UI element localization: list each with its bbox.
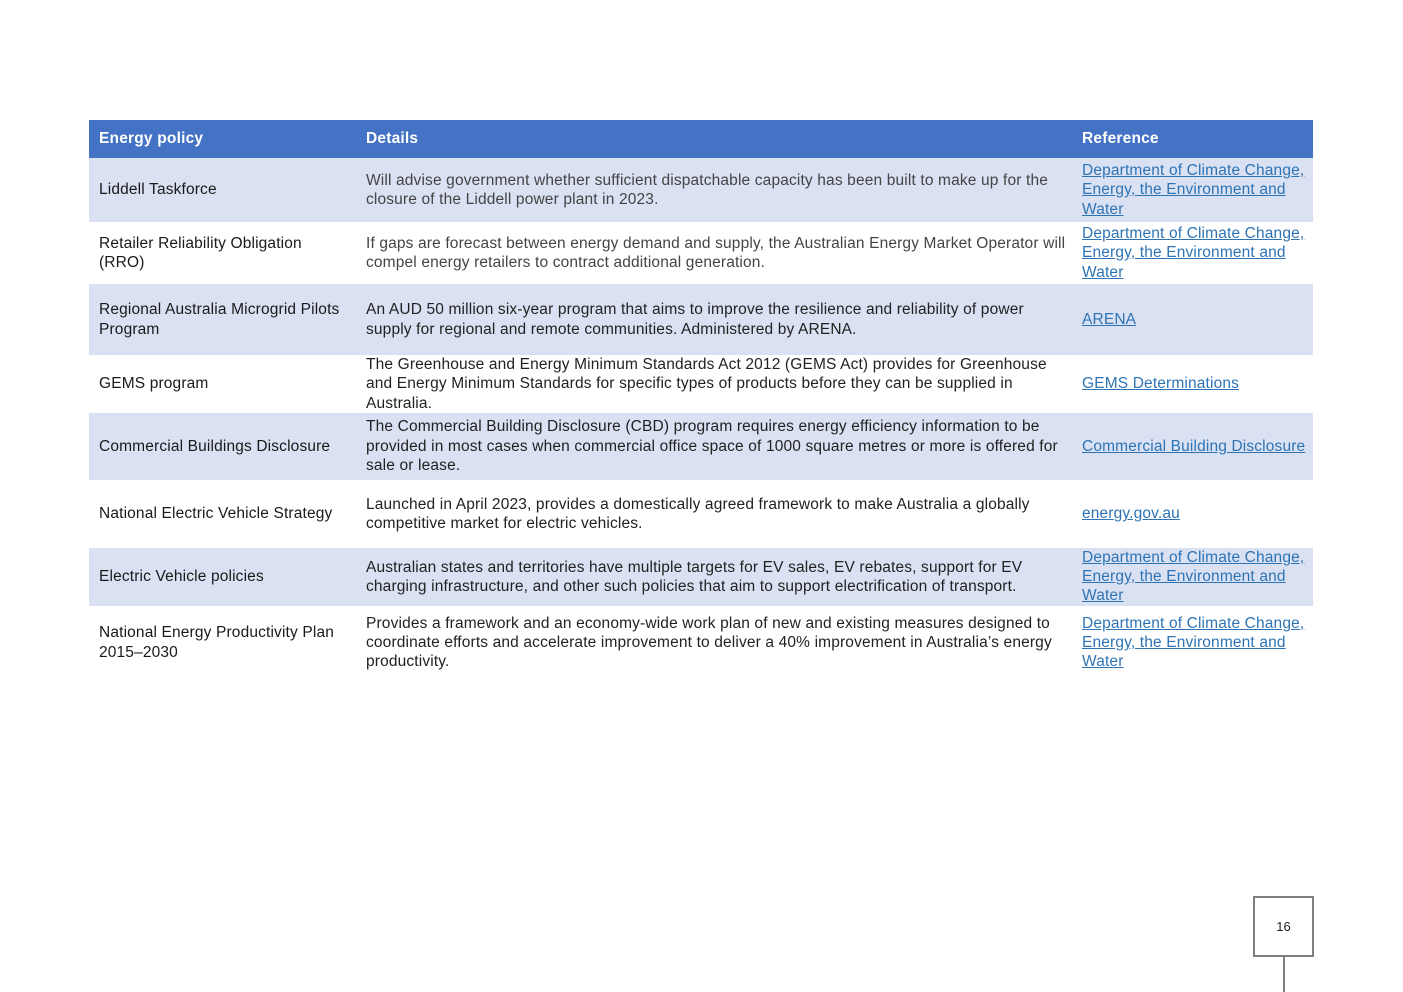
- details-cell: The Greenhouse and Energy Minimum Standards Act 2012 (GEMS Act) provides for Greenhouse and Energy Minimum Standards for specific types of products before they can be supplied in Australia.: [366, 356, 1047, 412]
- table-row: [89, 284, 1313, 355]
- header-details: Details: [356, 120, 1072, 158]
- table-row: [89, 548, 1313, 606]
- reference-cell: [1072, 355, 1313, 413]
- policy-cell: GEMS program: [99, 375, 209, 393]
- header-energy-policy: Energy policy: [89, 120, 356, 158]
- table-header-row: [89, 120, 1313, 158]
- reference-cell: [1072, 284, 1313, 355]
- policy-cell: Liddell Taskforce: [89, 158, 356, 222]
- reference-link[interactable]: Department of Climate Change, Energy, the Environment and Water: [1082, 614, 1305, 671]
- reference-link[interactable]: Department of Climate Change, Energy, the Environment and Water: [1082, 225, 1305, 281]
- reference-link[interactable]: ARENA: [1082, 310, 1137, 328]
- reference-cell: [1072, 548, 1313, 606]
- reference-cell: [1072, 606, 1313, 680]
- details-cell: Launched in April 2023, provides a domestically agreed framework to make Australia a globally competitive market for electric vehicles.: [366, 495, 1030, 532]
- policy-cell: Regional Australia Microgrid Pilots Program: [89, 284, 356, 355]
- reference-link[interactable]: energy.gov.au: [1082, 505, 1180, 523]
- header-reference: Reference: [1072, 120, 1313, 158]
- page-number: 16: [1276, 919, 1291, 934]
- table-row: [89, 355, 1313, 413]
- reference-cell: [1072, 480, 1313, 548]
- reference-link[interactable]: Department of Climate Change, Energy, the Environment and Water: [1082, 162, 1305, 218]
- details-cell: An AUD 50 million six-year program that aims to improve the resilience and reliability of power supply for regional and remote communities. Administered by ARENA.: [356, 284, 1072, 355]
- page-number-box: [1253, 896, 1314, 957]
- page-number-connector-line: [1283, 955, 1285, 992]
- details-cell: Provides a framework and an economy-wide work plan of new and existing measures designed to coordinate efforts and accelerate improvement to deliver a 40% improvement in Australia’s energy productivity.: [366, 614, 1052, 671]
- table-row: [89, 606, 1313, 680]
- reference-cell: [1072, 158, 1313, 222]
- reference-link[interactable]: GEMS Determinations: [1082, 375, 1240, 393]
- table-row: [89, 413, 1313, 480]
- policy-cell: Electric Vehicle policies: [89, 548, 356, 606]
- reference-cell: [1072, 413, 1313, 480]
- table-row: [89, 158, 1313, 222]
- table-row: [89, 222, 1313, 284]
- reference-link[interactable]: Department of Climate Change, Energy, the Environment and Water: [1082, 548, 1305, 605]
- details-cell: Will advise government whether sufficient dispatchable capacity has been built to make up for the closure of the Liddell power plant in 2023.: [356, 158, 1072, 222]
- details-cell: If gaps are forecast between energy demand and supply, the Australian Energy Market Operator will compel energy retailers to contract additional generation.: [366, 234, 1066, 271]
- energy-policy-table: [89, 120, 1313, 680]
- policy-cell: Retailer Reliability Obligation (RRO): [99, 234, 302, 271]
- table-row: [89, 480, 1313, 548]
- reference-cell: [1072, 222, 1313, 284]
- details-cell: The Commercial Building Disclosure (CBD) program requires energy efficiency information to be provided in most cases when commercial office space of 1000 square metres or more is offered for sale or lease.: [356, 413, 1072, 480]
- reference-link[interactable]: Commercial Building Disclosure: [1082, 437, 1306, 455]
- policy-cell: National Electric Vehicle Strategy: [99, 505, 333, 523]
- details-cell: Australian states and territories have multiple targets for EV sales, EV rebates, support for EV charging infrastructure, and other such policies that aim to support electrification of transport.: [356, 548, 1072, 606]
- policy-cell: Commercial Buildings Disclosure: [89, 413, 356, 480]
- policy-cell: National Energy Productivity Plan 2015–2030: [99, 624, 334, 661]
